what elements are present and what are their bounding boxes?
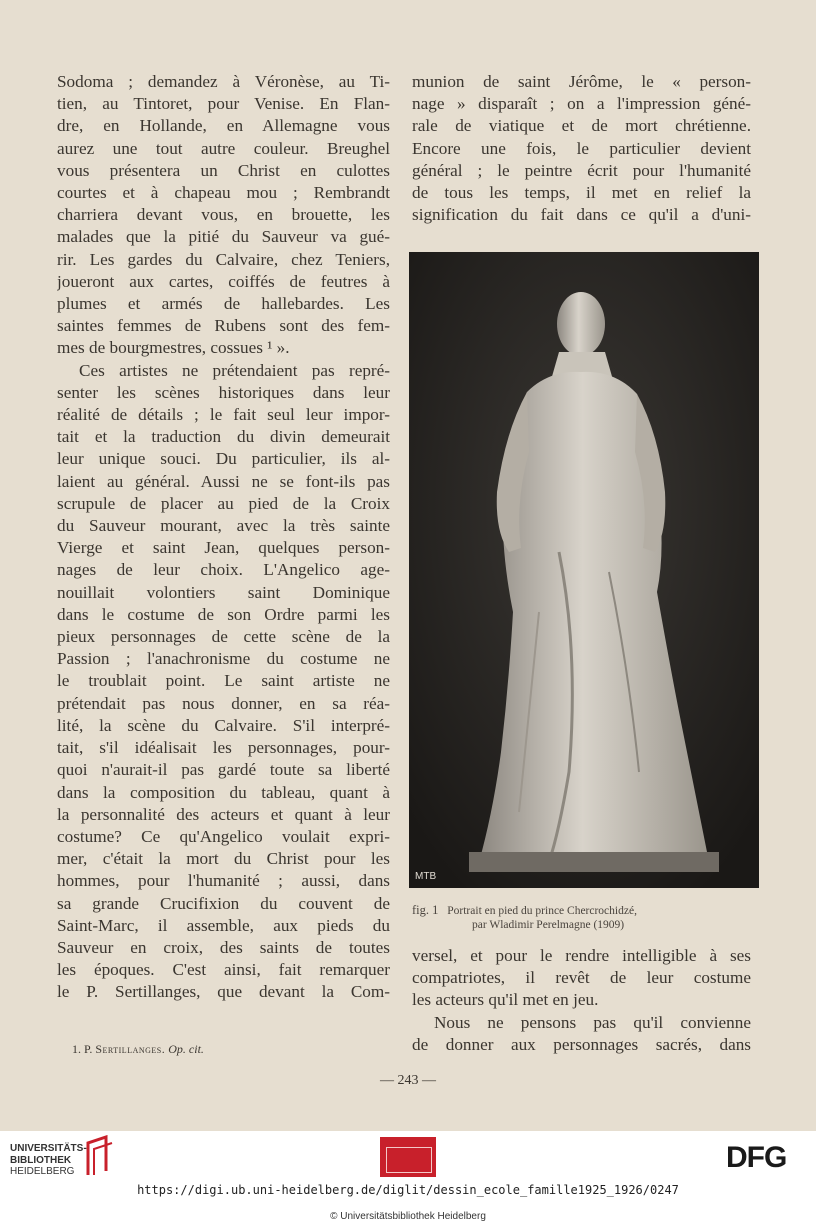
text-line: prétendait pas nous donner, en sa réa- xyxy=(57,693,390,713)
text-line: mer, c'était la mort du Christ pour les xyxy=(57,849,390,869)
left-text-column xyxy=(57,71,390,1004)
text-line: compatriotes, il revêt de leur costume xyxy=(412,968,751,988)
text-line: tait et la traduction du divin demeurait xyxy=(57,427,390,447)
text-line: scrupule de placer au pied de la Croix xyxy=(57,493,390,513)
library-name-line-3: HEIDELBERG xyxy=(10,1166,75,1177)
text-line: malades que la pitié du Sauveur va gué- xyxy=(57,227,390,247)
text-line: dans le costume de son Ordre parmi les xyxy=(57,604,390,624)
text-line: charriera devant vous, en brouette, les xyxy=(57,205,390,225)
figure-number: fig. 1 xyxy=(412,903,439,917)
text-line: général ; le peintre écrit pour l'humanité xyxy=(412,160,751,180)
copyright-notice: © Universitätsbibliothek Heidelberg xyxy=(330,1211,486,1222)
caption-line-2: par Wladimir Perelmagne (1909) xyxy=(472,919,625,931)
text-line: rale de viatique et de mort chrétienne. xyxy=(412,116,751,136)
page-number: — 243 — xyxy=(380,1073,436,1088)
text-line: laient au général. Aussi ne se font-ils pas xyxy=(57,471,390,491)
text-line: Ces artistes ne prétendaient pas repré- xyxy=(79,360,390,380)
footnote-author: Sertillanges. xyxy=(95,1042,166,1056)
text-line: quoi n'aurait-il pas gardé toute sa liberté xyxy=(57,760,390,780)
text-line: versel, et pour le rendre intelligible à ses xyxy=(412,946,751,965)
text-line: dre, en Hollande, en Allemagne vous xyxy=(57,116,390,136)
text-line: courtes et à chapeau mou ; Rembrandt xyxy=(57,183,390,203)
text-line: munion de saint Jérôme, le « person- xyxy=(412,72,751,91)
right-text-column-bottom xyxy=(412,945,751,1056)
text-line: réalité de détails ; le fait seul leur impor- xyxy=(57,405,390,425)
text-line: saintes femmes de Rubens sont des fem- xyxy=(57,316,390,336)
right-text-column-top xyxy=(412,71,751,226)
library-logo[interactable] xyxy=(10,1143,87,1178)
text-line: pieux personnages de cette scène de la xyxy=(57,627,390,647)
center-seal-logo[interactable] xyxy=(380,1137,436,1177)
text-line: mes de bourgmestres, cossues ¹ ». xyxy=(57,338,290,358)
text-line: Nous ne pensons pas qu'il convienne xyxy=(434,1012,751,1032)
seal-inner-frame xyxy=(386,1147,432,1173)
dfg-logo[interactable]: DFG xyxy=(726,1141,787,1174)
text-line: hommes, pour l'humanité ; aussi, dans xyxy=(57,871,390,891)
footnote xyxy=(72,1042,392,1057)
text-line: Passion ; l'anachronisme du costume ne xyxy=(57,649,390,669)
text-line: de tous les temps, il met en relief la xyxy=(412,183,751,203)
text-line: nage » disparaît ; on a l'impression géné- xyxy=(412,94,751,114)
text-line: les époques. C'est ainsi, fait remarquer xyxy=(57,960,390,980)
statue-photograph xyxy=(409,252,759,888)
text-line: nouillait volontiers saint Dominique xyxy=(57,582,390,602)
figure-caption xyxy=(412,903,762,932)
text-line: tien, au Tintoret, pour Venise. En Flan- xyxy=(57,94,390,114)
text-line: vous présentera un Christ en culottes xyxy=(57,160,390,180)
text-line: Vierge et saint Jean, quelques person- xyxy=(57,538,390,558)
footnote-number: 1. P. xyxy=(72,1042,93,1056)
text-line: de donner aux personnages sacrés, dans xyxy=(412,1034,751,1054)
text-line: les acteurs qu'il met en jeu. xyxy=(412,990,599,1010)
text-line: costume? Ce qu'Angelico voulait expri- xyxy=(57,826,390,846)
text-line: aurez une tout autre couleur. Breughel xyxy=(57,138,390,158)
footnote-reference: Op. cit. xyxy=(168,1042,204,1056)
text-line: du Sauveur mourant, avec la très sainte xyxy=(57,516,390,536)
text-line: senter les scènes historiques dans leur xyxy=(57,382,390,402)
statue-image xyxy=(409,252,759,888)
text-line: plumes et armés de hallebardes. Les xyxy=(57,294,390,314)
text-line: Saint-Marc, il assemble, aux pieds du xyxy=(57,915,390,935)
text-line: leur unique souci. Du particulier, ils al- xyxy=(57,449,390,469)
permalink-url[interactable]: https://digi.ub.uni-heidelberg.de/diglit/dessin_ecole_famille1925_1926/0247 xyxy=(137,1183,679,1197)
text-line: lité, la scène du Calvaire. S'il interpré- xyxy=(57,715,390,735)
text-line: le troublait point. Le saint artiste ne xyxy=(57,671,390,691)
library-name-line-2: BIBLIOTHEK xyxy=(10,1154,72,1166)
text-line: tait, s'il idéalisait les personnages, pour- xyxy=(57,738,390,758)
library-name-line-1: UNIVERSITÄTS- xyxy=(10,1143,87,1154)
library-mark-icon xyxy=(84,1135,114,1179)
text-line: nages de leur choix. L'Angelico age- xyxy=(57,560,390,580)
artist-monogram: MTB xyxy=(415,871,437,882)
text-line: le P. Sertillanges, que devant la Com- xyxy=(57,982,390,1002)
text-line: la personnalité des acteurs et quant à leur xyxy=(57,804,390,824)
footer xyxy=(0,1131,816,1231)
caption-line-1: Portrait en pied du prince Chercrochidzé, xyxy=(447,905,637,917)
text-line: sa grande Crucifixion du couvent de xyxy=(57,893,390,913)
text-line: Sauveur en croix, des saints de toutes xyxy=(57,937,390,957)
text-line: dans la composition du tableau, quant à xyxy=(57,782,390,802)
text-line: joueront aux cartes, coiffés de feutres à xyxy=(57,271,390,291)
text-line: rir. Les gardes du Calvaire, chez Teniers, xyxy=(57,249,390,269)
text-line: Encore une fois, le particulier devient xyxy=(412,138,751,158)
text-line: signification du fait dans ce qu'il a d'uni- xyxy=(412,205,751,225)
text-line: Sodoma ; demandez à Véronèse, au Ti- xyxy=(57,72,390,91)
